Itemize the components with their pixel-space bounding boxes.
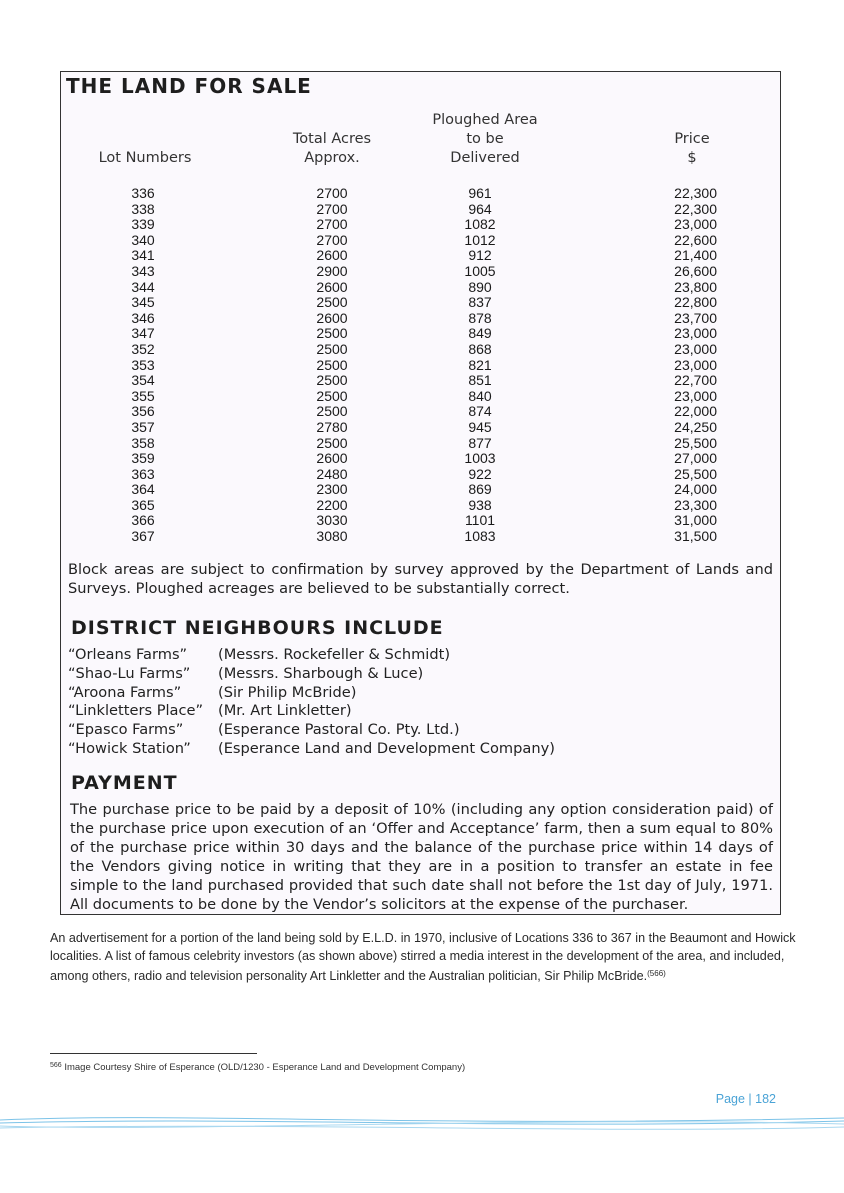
district-neighbours-heading: DISTRICT NEIGHBOURS INCLUDE bbox=[71, 617, 444, 639]
neighbour-owner: (Messrs. Rockefeller & Schmidt) bbox=[218, 646, 451, 663]
table-row bbox=[61, 280, 780, 296]
lot-number-cell: 345 bbox=[131, 294, 155, 311]
table-row bbox=[61, 311, 780, 327]
table-row bbox=[61, 467, 780, 483]
list-item bbox=[68, 702, 668, 721]
lot-number-cell: 367 bbox=[131, 528, 155, 545]
footnote-text: Image Courtesy Shire of Esperance (OLD/1230 - Esperance Land and Development Company) bbox=[64, 1062, 466, 1073]
ploughed-area-cell: 1012 bbox=[464, 231, 496, 248]
list-item bbox=[68, 646, 668, 665]
ploughed-area-cell: 1101 bbox=[464, 512, 496, 529]
lot-number-cell: 347 bbox=[131, 325, 155, 342]
list-item bbox=[68, 684, 668, 703]
table-row bbox=[61, 373, 780, 389]
col-lot-numbers bbox=[75, 149, 215, 168]
list-item bbox=[68, 740, 668, 759]
total-acres-cell: 2500 bbox=[316, 294, 348, 311]
price-cell: 22,300 bbox=[674, 185, 717, 201]
table-row bbox=[61, 498, 780, 514]
neighbour-owner: (Esperance Land and Development Company) bbox=[218, 739, 555, 757]
table-row bbox=[61, 202, 780, 218]
table-row bbox=[61, 264, 780, 280]
total-acres-cell: 2500 bbox=[316, 403, 348, 420]
total-acres-cell: 2600 bbox=[316, 247, 348, 264]
table-row bbox=[61, 342, 780, 358]
table-row bbox=[61, 513, 780, 529]
lot-number-cell: 365 bbox=[131, 496, 155, 513]
lot-number-cell: 357 bbox=[131, 418, 155, 435]
decorative-wave-lines bbox=[0, 1108, 844, 1138]
price-cell: 25,500 bbox=[674, 434, 717, 451]
lot-number-cell: 343 bbox=[131, 262, 155, 279]
price-cell: 31,000 bbox=[674, 512, 717, 529]
lot-number-cell: 336 bbox=[131, 185, 155, 201]
table-row bbox=[61, 451, 780, 467]
lot-number-cell: 338 bbox=[131, 200, 155, 217]
ploughed-area-cell: 878 bbox=[468, 309, 492, 326]
total-acres-cell: 2500 bbox=[316, 340, 348, 357]
price-cell: 22,800 bbox=[674, 294, 717, 311]
total-acres-cell: 2600 bbox=[316, 450, 348, 467]
price-cell: 22,600 bbox=[674, 231, 717, 248]
lot-number-cell: 339 bbox=[131, 216, 155, 233]
neighbour-farm-name: “Howick Station” bbox=[68, 739, 191, 757]
col-plough-line2: to be bbox=[466, 131, 504, 147]
total-acres-cell: 2300 bbox=[316, 481, 348, 498]
table-row bbox=[61, 358, 780, 374]
ploughed-area-cell: 1083 bbox=[464, 528, 496, 545]
total-acres-cell: 2500 bbox=[316, 434, 348, 451]
neighbour-farm-name: “Shao-Lu Farms” bbox=[68, 664, 191, 682]
neighbours-list bbox=[68, 646, 668, 759]
price-cell: 27,000 bbox=[674, 450, 717, 467]
lot-number-cell: 340 bbox=[131, 231, 155, 248]
total-acres-cell: 2500 bbox=[316, 356, 348, 373]
total-acres-cell: 2500 bbox=[316, 387, 348, 404]
col-acres-line1: Total Acres bbox=[292, 131, 372, 147]
price-cell: 22,300 bbox=[674, 200, 717, 217]
table-row bbox=[61, 529, 780, 545]
price-cell: 26,600 bbox=[674, 262, 717, 279]
lot-number-cell: 358 bbox=[131, 434, 155, 451]
ploughed-area-cell: 874 bbox=[468, 403, 492, 420]
total-acres-cell: 2900 bbox=[316, 262, 348, 279]
footnote-divider bbox=[50, 1053, 257, 1054]
lot-number-cell: 363 bbox=[131, 465, 155, 482]
lot-number-cell: 352 bbox=[131, 340, 155, 357]
col-price-line1: Price bbox=[674, 131, 710, 147]
ploughed-area-cell: 837 bbox=[468, 294, 492, 311]
table-row bbox=[61, 217, 780, 233]
neighbour-owner: (Esperance Pastoral Co. Pty. Ltd.) bbox=[218, 721, 460, 739]
ploughed-area-cell: 1005 bbox=[464, 262, 496, 279]
ploughed-area-cell: 890 bbox=[468, 278, 492, 295]
ploughed-area-cell: 868 bbox=[468, 340, 492, 357]
col-acres-line2: Approx. bbox=[304, 150, 360, 166]
total-acres-cell: 2600 bbox=[316, 309, 348, 326]
caption-footnote-ref[interactable]: (566) bbox=[647, 969, 666, 978]
table-row bbox=[61, 248, 780, 264]
ploughed-area-cell: 922 bbox=[468, 465, 492, 482]
price-cell: 23,700 bbox=[674, 309, 717, 326]
price-cell: 25,500 bbox=[674, 465, 717, 482]
page-number: Page | 182 bbox=[715, 1092, 776, 1106]
price-cell: 23,300 bbox=[674, 496, 717, 513]
price-cell: 31,500 bbox=[674, 528, 717, 545]
neighbour-farm-name: “Orleans Farms” bbox=[68, 646, 188, 663]
lot-number-cell: 354 bbox=[131, 372, 155, 389]
lot-table bbox=[61, 186, 780, 545]
neighbour-owner: (Mr. Art Linkletter) bbox=[218, 702, 352, 720]
col-total-acres bbox=[272, 130, 392, 168]
neighbour-farm-name: “Epasco Farms” bbox=[68, 721, 184, 739]
lot-number-cell: 346 bbox=[131, 309, 155, 326]
total-acres-cell: 2600 bbox=[316, 278, 348, 295]
payment-heading: PAYMENT bbox=[71, 772, 178, 794]
ploughed-area-cell: 877 bbox=[468, 434, 492, 451]
price-cell: 23,000 bbox=[674, 387, 717, 404]
footnote bbox=[50, 1062, 465, 1073]
lot-number-cell: 353 bbox=[131, 356, 155, 373]
price-cell: 24,000 bbox=[674, 481, 717, 498]
table-row bbox=[61, 295, 780, 311]
list-item bbox=[68, 721, 668, 740]
ploughed-area-cell: 912 bbox=[468, 247, 492, 264]
footnote-number: 566 bbox=[50, 1062, 62, 1069]
price-cell: 22,700 bbox=[674, 372, 717, 389]
col-plough-line1: Ploughed Area bbox=[432, 112, 538, 128]
table-row bbox=[61, 420, 780, 436]
neighbour-owner: (Messrs. Sharbough & Luce) bbox=[218, 664, 424, 682]
lot-number-cell: 341 bbox=[131, 247, 155, 264]
table-row bbox=[61, 186, 780, 202]
col-plough-line3: Delivered bbox=[450, 150, 520, 166]
neighbour-farm-name: “Aroona Farms” bbox=[68, 683, 182, 701]
figure-caption bbox=[50, 929, 796, 985]
price-cell: 23,800 bbox=[674, 278, 717, 295]
lot-number-cell: 364 bbox=[131, 481, 155, 498]
block-areas-note: Block areas are subject to confirmation by survey approved by the Department of Lands and Surveys. Ploughed acreages are believed to be substantially correct. bbox=[68, 561, 773, 597]
ploughed-area-cell: 964 bbox=[468, 200, 492, 217]
price-cell: 22,000 bbox=[674, 403, 717, 420]
col-lot-label: Lot Numbers bbox=[98, 150, 192, 166]
land-for-sale-heading: THE LAND FOR SALE bbox=[66, 74, 312, 98]
neighbour-owner: (Sir Philip McBride) bbox=[218, 683, 357, 701]
lot-number-cell: 344 bbox=[131, 278, 155, 295]
table-row bbox=[61, 404, 780, 420]
ploughed-area-cell: 840 bbox=[468, 387, 492, 404]
neighbour-farm-name: “Linkletters Place” bbox=[68, 702, 204, 720]
ploughed-area-cell: 938 bbox=[468, 496, 492, 513]
col-ploughed-area bbox=[415, 111, 555, 168]
total-acres-cell: 2700 bbox=[316, 216, 348, 233]
ploughed-area-cell: 869 bbox=[468, 481, 492, 498]
ploughed-area-cell: 821 bbox=[468, 356, 492, 373]
total-acres-cell: 2700 bbox=[316, 185, 348, 201]
col-price bbox=[657, 130, 727, 168]
advertisement-scan bbox=[60, 71, 781, 915]
caption-text: An advertisement for a portion of the land being sold by E.L.D. in 1970, inclusive of Locations 336 to 367 in the Beaumont and Howick localities. A list of famous celebrity investors (as shown above) stirred a media interest in the development of the area, and included, among others, radio and television personality Art Linkletter and the Australian politician, Sir Philip McBride. bbox=[50, 931, 796, 983]
total-acres-cell: 2700 bbox=[316, 231, 348, 248]
total-acres-cell: 3080 bbox=[316, 528, 348, 545]
lot-number-cell: 366 bbox=[131, 512, 155, 529]
total-acres-cell: 2500 bbox=[316, 325, 348, 342]
payment-text: The purchase price to be paid by a deposit of 10% (including any option consideration paid) of the purchase price upon execution of an ‘Offer and Acceptance’ farm, then a sum equal to 80% of the purchase price within 30 days and the balance of the purchase price within 14 days of the Vendors giving notice in writing that they are in a position to transfer an estate in fee simple to the land purchased provided that such date shall not before the 1st day of July, 1971. All documents to be done by the Vendor’s solicitors at the expense of the purchaser. bbox=[70, 801, 773, 913]
col-price-line2: $ bbox=[687, 150, 697, 166]
lot-number-cell: 355 bbox=[131, 387, 155, 404]
ploughed-area-cell: 849 bbox=[468, 325, 492, 342]
list-item bbox=[68, 665, 668, 684]
total-acres-cell: 2700 bbox=[316, 200, 348, 217]
total-acres-cell: 2200 bbox=[316, 496, 348, 513]
ploughed-area-cell: 851 bbox=[468, 372, 492, 389]
ploughed-area-cell: 1003 bbox=[464, 450, 496, 467]
lot-number-cell: 356 bbox=[131, 403, 155, 420]
total-acres-cell: 2480 bbox=[316, 465, 348, 482]
price-cell: 23,000 bbox=[674, 325, 717, 342]
table-row bbox=[61, 389, 780, 405]
ploughed-area-cell: 961 bbox=[468, 185, 492, 201]
price-cell: 23,000 bbox=[674, 340, 717, 357]
price-cell: 23,000 bbox=[674, 356, 717, 373]
price-cell: 24,250 bbox=[674, 418, 717, 435]
total-acres-cell: 3030 bbox=[316, 512, 348, 529]
ploughed-area-cell: 1082 bbox=[464, 216, 496, 233]
lot-number-cell: 359 bbox=[131, 450, 155, 467]
price-cell: 23,000 bbox=[674, 216, 717, 233]
total-acres-cell: 2780 bbox=[316, 418, 348, 435]
price-cell: 21,400 bbox=[674, 247, 717, 264]
table-row bbox=[61, 326, 780, 342]
table-row bbox=[61, 436, 780, 452]
ploughed-area-cell: 945 bbox=[468, 418, 492, 435]
table-row bbox=[61, 482, 780, 498]
table-row bbox=[61, 233, 780, 249]
total-acres-cell: 2500 bbox=[316, 372, 348, 389]
